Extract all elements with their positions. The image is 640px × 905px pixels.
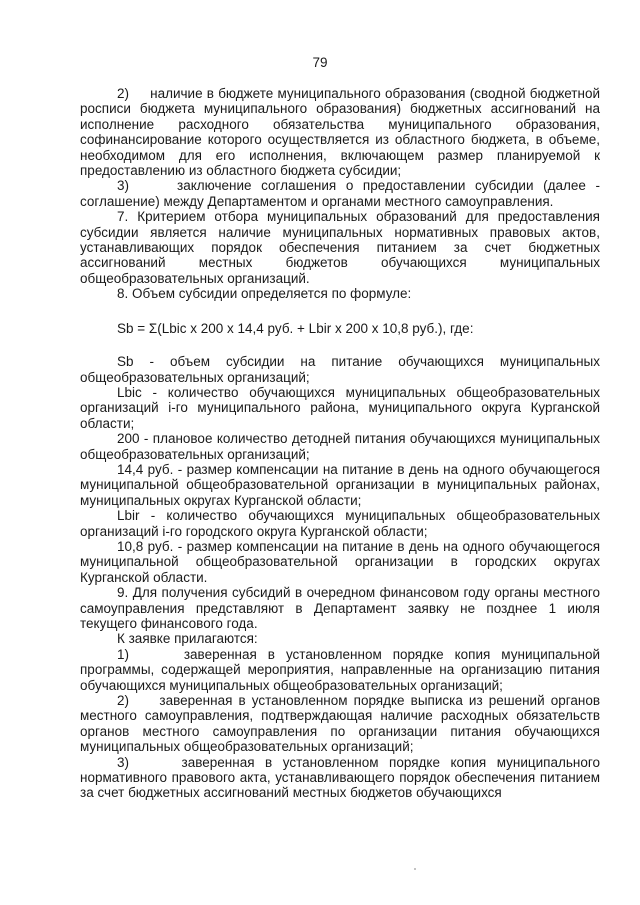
definition-lbir: Lbir - количество обучающихся муниципальных общеобразовательных организаций i-го городского округа Курганской области; — [80, 508, 600, 539]
scan-dot — [414, 868, 416, 870]
paragraph-item-2-budget: 2) наличие в бюджете муниципального образования (сводной бюджетной росписи бюджета муниципального образования) бюджетных ассигнований на исполнение расходного обязательства муниципального образования, софинансирование которого осуществляется из областного бюджета, в объеме, необходимом для его исполнения, включающем размер планируемой к предоставлению из областного бюджета субсидии; — [80, 86, 600, 179]
subsidy-formula: Sb = Σ(Lbic x 200 x 14,4 руб. + Lbir x 200 x 10,8 руб.), где: — [117, 320, 474, 336]
definition-14-4: 14,4 руб. - размер компенсации на питание в день на одного обучающегося муниципальной общеобразовательной организации в муниципальных районах, муниципальных округах Курганской области; — [80, 461, 600, 508]
attachment-item-3: 3) заверенная в установленном порядке копия муниципального нормативного правового акта, устанавливающего порядок обеспечения питанием за счет бюджетных ассигнований местных бюджетов обучающихся — [80, 754, 600, 801]
body-text — [80, 86, 600, 801]
definition-sb: Sb - объем субсидии на питание обучающихся муниципальных общеобразовательных организаций; — [80, 354, 600, 385]
paragraph-7-selection-criterion: 7. Критерием отбора муниципальных образований для предоставления субсидии является наличие муниципальных нормативных правовых актов, устанавливающих порядок обеспечения питанием за счет бюджетных ассигнований местных бюджетов обучающихся муниципальных общеобразовательных организаций. — [80, 209, 600, 286]
paragraph-8-subsidy-volume: 8. Объем субсидии определяется по формуле: — [117, 286, 412, 302]
paragraph-9-application: 9. Для получения субсидий в очередном финансовом году органы местного самоуправления представляют в Департамент заявку не позднее 1 июля текущего финансового года. — [80, 585, 600, 631]
attachment-item-2: 2) заверенная в установленном порядке выписка из решений органов местного самоуправления, подтверждающая наличие расходных обязательств органов местного самоуправления по организации питания обучающихся муниципальных общеобразовательных организаций; — [80, 693, 600, 755]
definition-10-8: 10,8 руб. - размер компенсации на питание в день на одного обучающегося муниципальной общеобразовательной организации в городских округах Курганской области. — [80, 538, 600, 585]
attachment-item-1: 1) заверенная в установленном порядке копия муниципальной программы, содержащей мероприятия, направленные на организацию питания обучающихся муниципальных общеобразовательных организаций; — [80, 646, 600, 693]
definition-200: 200 - плановое количество детодней питания обучающихся муниципальных общеобразовательных организаций; — [80, 431, 600, 462]
definition-lbic: Lbic - количество обучающихся муниципальных общеобразовательных организаций i-го муниципального района, муниципального округа Курганской области; — [80, 384, 600, 431]
page-number: 79 — [312, 55, 328, 70]
paragraph-item-3-agreement: 3) заключение соглашения о предоставлении субсидии (далее - соглашение) между Департаментом и органами местного самоуправления. — [80, 178, 600, 209]
attachments-heading: К заявке прилагаются: — [117, 631, 258, 647]
